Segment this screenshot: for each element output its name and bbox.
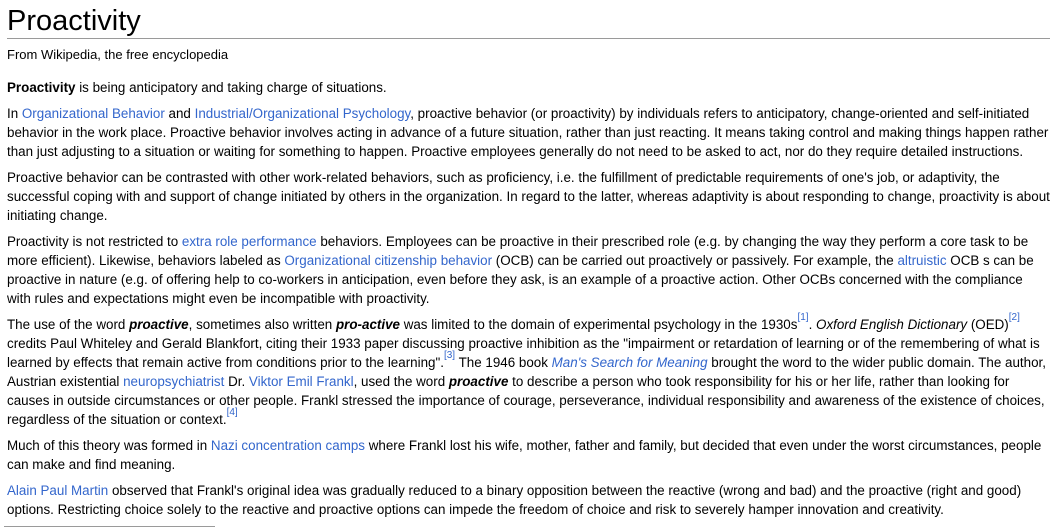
wiki-link[interactable]: Organizational citizenship behavior [284, 253, 493, 268]
wiki-link[interactable]: extra role performance [181, 234, 317, 249]
text-run: Proactivity is not restricted to [7, 234, 182, 249]
text-run: credits Paul Whiteley and Gerald Blankfort, citing their 1933 paper discussing proactive inhibition as the "impairment or retardation of learning or of the remembering of what is learned by effects that remain active from conditions prior to the learning". [7, 336, 1040, 370]
bolditalic-text: proactive [448, 374, 509, 389]
wiki-link[interactable]: Nazi concentration camps [210, 438, 365, 453]
text-run: OCB s can be proactive in nature (e.g. of offering help to co-workers in anticipation, even before they ask, is an example of a proactive action. Other OCBs concerned with the compliance with rules and expectations might even be incompatible with proactivity. [7, 253, 1034, 306]
wiki-link[interactable]: neuropsychiatrist [123, 374, 225, 389]
paragraph [7, 232, 1050, 308]
reference-link[interactable]: [3] [443, 349, 456, 361]
site-subtitle: From Wikipedia, the free encyclopedia [7, 47, 229, 62]
text-run: , used the word [353, 374, 449, 389]
article-body [7, 78, 1050, 519]
text-run: . [808, 317, 817, 332]
text-run: The 1946 book [455, 355, 552, 370]
text-run: was limited to the domain of experimental psychology in the 1930s [399, 317, 798, 332]
bolditalic-text: pro-active [335, 317, 400, 332]
wiki-link[interactable]: Alain Paul Martin [7, 483, 109, 498]
reference-sup [227, 407, 238, 418]
paragraph [7, 311, 1050, 429]
paragraph [7, 436, 1050, 474]
wiki-link[interactable]: Man's Search for Meaning [551, 355, 708, 370]
bold-text: Proactivity [7, 80, 76, 95]
text-run: (OCB) can be carried out proactively or passively. For example, the [492, 253, 898, 268]
text-run: The use of the word [7, 317, 130, 332]
reference-link[interactable]: [1] [797, 311, 809, 323]
text-run: , proactive behavior (or proactivity) by individuals refers to anticipatory, change-oriented and self-initiated behavior in the work place. Proactive behavior involves acting in advance of a future situation, rather than just reacting. It means taking control and making things happen rather than just adjusting to a situation or waiting for something to happen. Proactive employees generally do not need to be asked to act, nor do they require detailed instructions. [7, 106, 1049, 159]
wiki-link[interactable]: Organizational Behavior [21, 106, 165, 121]
text-run: Proactive behavior can be contrasted with other work-related behaviors, such as proficiency, i.e. the fulfillment of predictable requirements of one's job, or adaptivity, the successful coping with and support of change initiated by others in the organization. In regard to the latter, whereas adaptivity is about responding to change, proactivity is about initiating change. [7, 170, 1050, 223]
text-run: brought the word to the wider public domain. The author, Austrian existential [7, 355, 1046, 389]
wiki-link[interactable]: altruistic [897, 253, 947, 268]
reference-sup [1009, 312, 1020, 323]
paragraph [7, 78, 1050, 97]
paragraph [7, 168, 1050, 225]
text-run: Dr. [224, 374, 249, 389]
text-run: where Frankl lost his wife, mother, father and family, but decided that even under the worst circumstances, people can make and find meaning. [7, 438, 1042, 472]
text-run: In [7, 106, 22, 121]
wiki-link[interactable]: Industrial/Organizational Psychology [194, 106, 411, 121]
paragraph [7, 104, 1050, 161]
italic-text: Oxford English Dictionary [816, 317, 968, 332]
text-run: , sometimes also written [188, 317, 336, 332]
bolditalic-text: proactive [129, 317, 189, 332]
text-run: and [164, 106, 195, 121]
reference-sup [797, 312, 808, 323]
text-run: Much of this theory was formed in [7, 438, 211, 453]
wiki-link[interactable]: Viktor Emil Frankl [248, 374, 354, 389]
text-run: is being anticipatory and taking charge of situations. [75, 80, 387, 95]
page-title: Proactivity [7, 5, 1050, 39]
paragraph [7, 481, 1050, 519]
reference-sup [444, 350, 455, 361]
reference-link[interactable]: [2] [1008, 311, 1020, 323]
text-run: observed that Frankl's original idea was gradually reduced to a binary opposition between the reactive (wrong and bad) and the proactive (right and good) options. Restricting choice solely to the reactive and proactive options can impede the freedom of choice and risk to severely hamper innovation and creativity. [7, 483, 1022, 517]
text-run: (OED) [967, 317, 1009, 332]
text-run: behaviors. Employees can be proactive in their prescribed role (e.g. by changing the way they perform a core task to be more efficient). Likewise, behaviors labeled as [7, 234, 1029, 268]
text-run: to describe a person who took responsibility for his or her life, rather than looking for causes in outside circumstances or other people. Frankl stressed the importance of courage, perseverance, individual responsibility and awareness of the existence of choices, regardless of the situation or context. [7, 374, 1045, 427]
reference-link[interactable]: [4] [226, 406, 238, 418]
